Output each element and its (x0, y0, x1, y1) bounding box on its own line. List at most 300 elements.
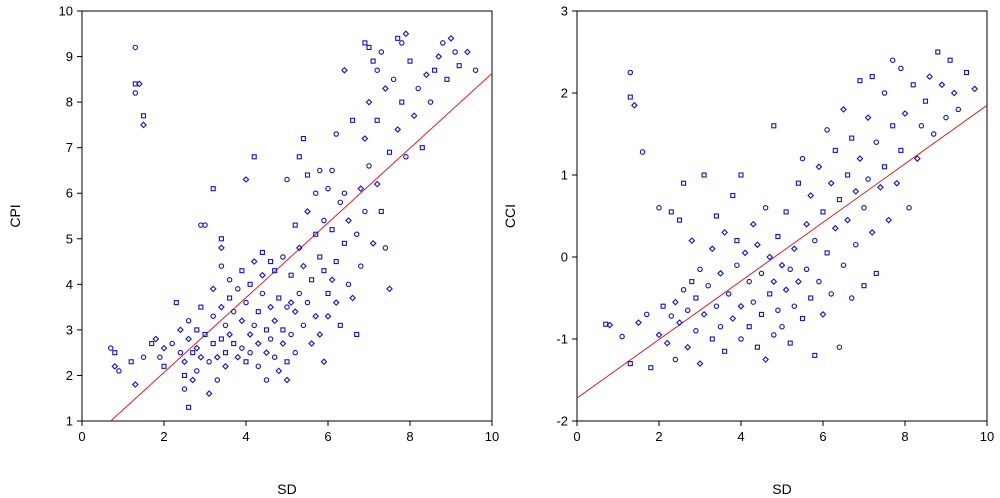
cpi-data-point (395, 127, 400, 132)
cpi-data-point (129, 360, 133, 364)
cci-data-point (792, 246, 797, 251)
cci-data-point (628, 95, 632, 99)
cpi-data-point (362, 136, 367, 141)
cpi-data-point (428, 100, 432, 104)
cpi-data-point (268, 337, 272, 341)
cpi-y-tick-label: 1 (65, 413, 73, 429)
cpi-data-point (366, 100, 371, 105)
cpi-data-point (367, 164, 371, 168)
cpi-data-point (289, 332, 293, 336)
cpi-data-point (321, 359, 326, 364)
cci-data-point (820, 312, 825, 317)
cpi-data-point (313, 314, 318, 319)
cci-data-point (657, 206, 661, 210)
cpi-data-point (178, 350, 182, 354)
cci-y-tick-label: -2 (556, 413, 568, 429)
cpi-data-point (375, 182, 380, 187)
cci-data-point (759, 271, 763, 275)
cpi-data-point (453, 50, 457, 54)
cci-data-point (656, 332, 661, 337)
cpi-data-point (371, 241, 376, 246)
cpi-data-point (281, 328, 285, 332)
cci-data-point (870, 230, 875, 235)
cci-data-point (870, 75, 874, 79)
cpi-data-point (142, 114, 146, 118)
cpi-data-point (240, 346, 244, 350)
cpi-data-point (161, 346, 166, 351)
cci-data-point (862, 206, 866, 210)
cci-data-point (874, 271, 878, 275)
cpi-data-point (133, 45, 137, 49)
cci-data-point (858, 79, 862, 83)
cci-data-point (939, 82, 944, 87)
cci-data-point (846, 173, 850, 177)
cpi-x-tick-label: 10 (484, 429, 500, 444)
cpi-data-point (133, 91, 137, 95)
cpi-data-point (190, 377, 195, 382)
cpi-y-tick-label: 5 (65, 231, 73, 247)
cpi-data-point (338, 323, 342, 327)
cpi-data-point (293, 350, 297, 354)
cci-data-point (809, 296, 813, 300)
cci-data-point (854, 243, 858, 247)
cpi-data-point (207, 360, 211, 364)
cci-data-point (899, 148, 903, 152)
cpi-data-point (289, 273, 293, 277)
cci-data-point (772, 124, 776, 128)
cpi-data-point (412, 113, 417, 118)
cpi-data-point (227, 278, 231, 282)
cci-data-point (936, 50, 940, 54)
cpi-data-point (219, 264, 223, 268)
cpi-data-point (195, 369, 199, 373)
cci-data-point (690, 280, 694, 284)
cpi-data-point (153, 336, 158, 341)
cci-data-point (686, 308, 690, 312)
cci-data-point (689, 238, 694, 243)
cpi-data-point (211, 314, 215, 318)
cpi-data-point (379, 209, 383, 213)
cpi-data-point (388, 150, 392, 154)
cpi-data-point (306, 173, 310, 177)
cci-data-point (816, 164, 821, 169)
cpi-data-point (269, 260, 273, 264)
cci-data-point (751, 222, 756, 227)
cpi-data-point (416, 86, 420, 90)
cpi-x-tick-label: 6 (324, 429, 332, 444)
cpi-data-point (277, 296, 281, 300)
cci-data-point (833, 148, 837, 152)
cpi-y-tick-label: 2 (65, 367, 73, 383)
cpi-data-point (252, 155, 256, 159)
cpi-data-point (448, 36, 453, 41)
cci-y-axis-title: CCI (502, 203, 518, 229)
cci-data-point (743, 250, 748, 255)
cci-data-point (649, 366, 653, 370)
cpi-y-tick-label: 3 (65, 322, 73, 338)
cpi-data-point (375, 118, 379, 122)
cpi-data-point (240, 269, 244, 273)
cci-data-point (788, 267, 792, 271)
cci-data-point (911, 83, 915, 87)
cci-x-tick-label: 8 (901, 429, 909, 444)
cpi-data-point (223, 364, 228, 369)
cci-data-point (891, 124, 895, 128)
cci-data-point (718, 325, 722, 329)
cci-data-point (817, 279, 821, 283)
cpi-x-tick-label: 8 (406, 429, 414, 444)
cpi-data-point (227, 332, 232, 337)
cci-data-point (673, 300, 678, 305)
cpi-data-point (289, 300, 294, 305)
cpi-data-point (211, 187, 215, 191)
cci-data-point (796, 279, 801, 284)
cpi-data-point (244, 300, 248, 304)
cci-data-point (784, 210, 788, 214)
cci-data-point (722, 230, 727, 235)
cci-data-point (628, 362, 632, 366)
cpi-data-point (293, 309, 298, 314)
cci-data-point (784, 287, 789, 292)
cpi-data-point (141, 355, 145, 359)
cpi-y-tick-label: 10 (58, 3, 73, 19)
cpi-data-point (215, 355, 220, 360)
cpi-data-point (301, 323, 305, 327)
cpi-data-point (284, 377, 289, 382)
cci-y-tick-label: 3 (560, 3, 568, 19)
cci-data-point (735, 239, 739, 243)
cpi-data-point (162, 364, 166, 368)
cpi-data-point (363, 209, 367, 213)
cpi-data-point (457, 64, 461, 68)
cpi-data-point (248, 350, 252, 354)
cci-plot-frame (577, 11, 987, 421)
cci-x-tick-label: 4 (737, 429, 745, 444)
cpi-data-point (265, 328, 269, 332)
cci-data-point (866, 177, 870, 181)
cpi-data-point (228, 296, 232, 300)
cpi-data-point (441, 41, 445, 45)
cpi-data-point (355, 232, 359, 236)
cpi-y-tick-label: 4 (65, 276, 73, 292)
cpi-y-tick-label: 8 (65, 94, 73, 110)
cci-data-point (948, 58, 952, 62)
cpi-data-point (334, 132, 338, 136)
cpi-data-point (465, 49, 470, 54)
cpi-data-point (117, 369, 121, 373)
cci-data-point (632, 103, 637, 108)
cpi-x-axis-title: SD (277, 481, 297, 497)
cci-data-point (850, 296, 854, 300)
cci-data-point (727, 292, 731, 296)
cpi-data-point (322, 269, 326, 273)
cpi-y-tick-label: 7 (65, 140, 73, 156)
cci-data-point (620, 334, 624, 338)
cpi-data-point (235, 355, 240, 360)
cci-data-point (833, 226, 838, 231)
cci-data-point (862, 284, 866, 288)
cci-data-point (694, 329, 698, 333)
cci-data-point (780, 325, 784, 329)
cci-data-point (772, 333, 776, 337)
cpi-data-point (244, 360, 248, 364)
cpi-data-point (272, 318, 277, 323)
cpi-x-tick-label: 2 (160, 429, 168, 444)
cci-data-point (669, 314, 673, 318)
cpi-data-point (301, 264, 306, 269)
cpi-data-point (334, 260, 338, 264)
cpi-data-point (260, 291, 264, 295)
cpi-data-point (330, 277, 335, 282)
cci-data-point (894, 181, 899, 186)
cpi-data-point (317, 332, 322, 337)
cpi-data-point (256, 341, 261, 346)
cci-data-point (804, 267, 808, 271)
cpi-data-point (391, 77, 395, 81)
cci-data-point (682, 181, 686, 185)
cpi-data-point (473, 68, 477, 72)
cpi-data-point (355, 332, 359, 336)
cpi-data-point (170, 341, 174, 345)
cpi-data-point (305, 209, 310, 214)
cpi-data-point (342, 68, 347, 73)
cpi-data-point (191, 351, 195, 355)
cci-data-point (760, 312, 764, 316)
cci-data-point (919, 124, 923, 128)
cpi-data-point (400, 100, 404, 104)
cci-data-point (850, 136, 854, 140)
cci-data-point (702, 173, 706, 177)
cpi-data-point (182, 387, 186, 391)
cci-data-point (755, 345, 759, 349)
cci-data-point (661, 304, 665, 308)
cpi-data-point (178, 327, 183, 332)
cpi-data-point (186, 319, 190, 323)
cpi-data-point (260, 273, 265, 278)
cci-data-point (747, 279, 751, 283)
cci-data-point (779, 263, 784, 268)
cpi-data-point (367, 45, 371, 49)
cpi-data-point (396, 36, 400, 40)
cpi-data-point (404, 155, 408, 159)
cci-data-point (710, 337, 714, 341)
cci-data-point (738, 304, 743, 309)
cci-data-point (755, 242, 760, 247)
cci-data-point (857, 156, 862, 161)
cci-x-axis-title: SD (772, 481, 792, 497)
cpi-data-point (400, 41, 404, 45)
cci-data-point (730, 316, 735, 321)
cci-data-point (907, 206, 911, 210)
cpi-data-point (433, 68, 437, 72)
cci-data-point (788, 341, 792, 345)
cpi-data-point (264, 350, 269, 355)
cci-data-point (866, 115, 871, 120)
cpi-data-point (424, 72, 429, 77)
cci-x-tick-label: 2 (655, 429, 663, 444)
cpi-data-point (232, 309, 236, 313)
cci-data-point (751, 300, 755, 304)
cpi-data-point (219, 245, 224, 250)
cci-y-tick-label: -1 (556, 331, 568, 347)
cci-data-point (800, 156, 804, 160)
cci-data-point (952, 90, 957, 95)
cpi-data-point (195, 328, 199, 332)
cpi-data-point (183, 373, 187, 377)
cci-data-point (731, 194, 735, 198)
cci-data-point (808, 193, 813, 198)
cpi-data-point (297, 291, 301, 295)
cpi-y-tick-label: 9 (65, 49, 73, 65)
cci-data-point (853, 189, 858, 194)
cpi-data-point (211, 286, 216, 291)
cpi-data-point (371, 59, 375, 63)
cpi-data-point (379, 50, 383, 54)
cpi-data-point (318, 255, 322, 259)
cpi-data-point (256, 364, 260, 368)
cci-data-point (640, 150, 644, 154)
cci-y-tick-label: 0 (560, 249, 568, 265)
cpi-data-point (322, 218, 326, 222)
cpi-data-point (375, 68, 379, 72)
cpi-data-point (219, 237, 223, 241)
cci-data-point (723, 349, 727, 353)
cci-scatter-plot (502, 4, 994, 498)
cpi-data-point (342, 241, 346, 245)
cpi-data-point (383, 86, 388, 91)
cci-data-point (768, 292, 772, 296)
cpi-data-point (314, 191, 318, 195)
cci-data-point (874, 140, 878, 144)
cci-data-point (776, 308, 780, 312)
cci-data-point (739, 173, 743, 177)
cci-data-points (604, 50, 978, 370)
cpi-data-point (326, 186, 330, 190)
cci-data-point (771, 279, 776, 284)
cpi-data-point (150, 342, 154, 346)
cpi-data-point (276, 368, 281, 373)
cci-data-point (878, 185, 883, 190)
cci-data-point (972, 86, 977, 91)
cpi-data-point (330, 168, 334, 172)
cci-data-point (665, 341, 670, 346)
cci-data-point (829, 181, 834, 186)
cpi-data-point (330, 228, 334, 232)
cpi-data-point (215, 378, 219, 382)
cci-data-point (886, 218, 891, 223)
cci-data-point (718, 271, 723, 276)
cci-y-tick-label: 2 (560, 85, 568, 101)
cpi-data-point (133, 382, 138, 387)
cpi-data-point (273, 355, 277, 359)
cci-data-point (747, 325, 751, 329)
cpi-data-point (264, 378, 268, 382)
cpi-data-point (351, 118, 355, 122)
cci-data-point (792, 304, 796, 308)
cci-data-point (645, 312, 649, 316)
cpi-data-point (318, 168, 322, 172)
cpi-data-point (383, 246, 387, 250)
cci-data-point (702, 312, 707, 317)
cpi-y-axis-title: CPI (7, 204, 23, 228)
cpi-data-point (309, 341, 314, 346)
cci-data-point (669, 210, 673, 214)
cci-data-point (628, 70, 632, 74)
cpi-data-point (252, 323, 256, 327)
cpi-data-point (359, 264, 363, 268)
cpi-data-point (326, 291, 330, 295)
cpi-data-point (387, 286, 392, 291)
cpi-data-point (232, 342, 236, 346)
cpi-data-point (260, 250, 264, 254)
cpi-data-point (219, 337, 223, 341)
cci-regression-line (577, 105, 987, 398)
cpi-y-tick-label: 6 (65, 185, 73, 201)
cci-data-point (776, 235, 780, 239)
cpi-data-point (112, 364, 117, 369)
cci-data-point (813, 353, 817, 357)
cci-data-point (924, 99, 928, 103)
cci-data-point (841, 263, 845, 267)
cci-data-point (899, 66, 903, 70)
cci-data-point (697, 361, 702, 366)
cci-data-point (845, 218, 850, 223)
cci-data-point (685, 345, 690, 350)
cpi-data-point (293, 223, 297, 227)
cci-data-point (841, 107, 846, 112)
cpi-data-point (403, 31, 408, 36)
cpi-data-point (256, 310, 260, 314)
cci-data-point (681, 288, 685, 292)
cci-data-point (735, 263, 739, 267)
cpi-data-point (141, 122, 146, 127)
cci-data-point (804, 222, 809, 227)
cpi-data-point (224, 351, 228, 355)
cpi-data-point (252, 259, 257, 264)
cpi-data-point (113, 351, 117, 355)
cci-data-point (927, 74, 932, 79)
cpi-data-point (109, 346, 113, 350)
cpi-data-point (338, 200, 342, 204)
cci-data-point (714, 214, 718, 218)
cci-data-point (932, 132, 936, 136)
cci-data-point (796, 181, 800, 185)
cci-data-point (673, 357, 677, 361)
cci-data-point (829, 292, 833, 296)
cci-data-point (965, 71, 969, 75)
cpi-data-point (187, 405, 191, 409)
cpi-data-point (297, 155, 301, 159)
cpi-data-point (301, 137, 305, 141)
cci-data-point (739, 337, 743, 341)
cpi-data-point (198, 355, 203, 360)
cci-data-point (944, 115, 948, 119)
cpi-data-point (325, 314, 330, 319)
cci-data-point (763, 357, 768, 362)
cci-data-point (891, 58, 895, 62)
cpi-data-point (268, 305, 273, 310)
cpi-data-point (248, 282, 252, 286)
cpi-data-point (310, 278, 314, 282)
cci-data-point (706, 284, 710, 288)
cpi-data-point (158, 355, 162, 359)
cpi-data-point (219, 305, 224, 310)
cpi-data-point (285, 305, 289, 309)
cpi-data-point (239, 318, 244, 323)
cpi-data-point (174, 301, 178, 305)
cpi-x-tick-label: 0 (78, 429, 86, 444)
cci-data-point (710, 246, 715, 251)
